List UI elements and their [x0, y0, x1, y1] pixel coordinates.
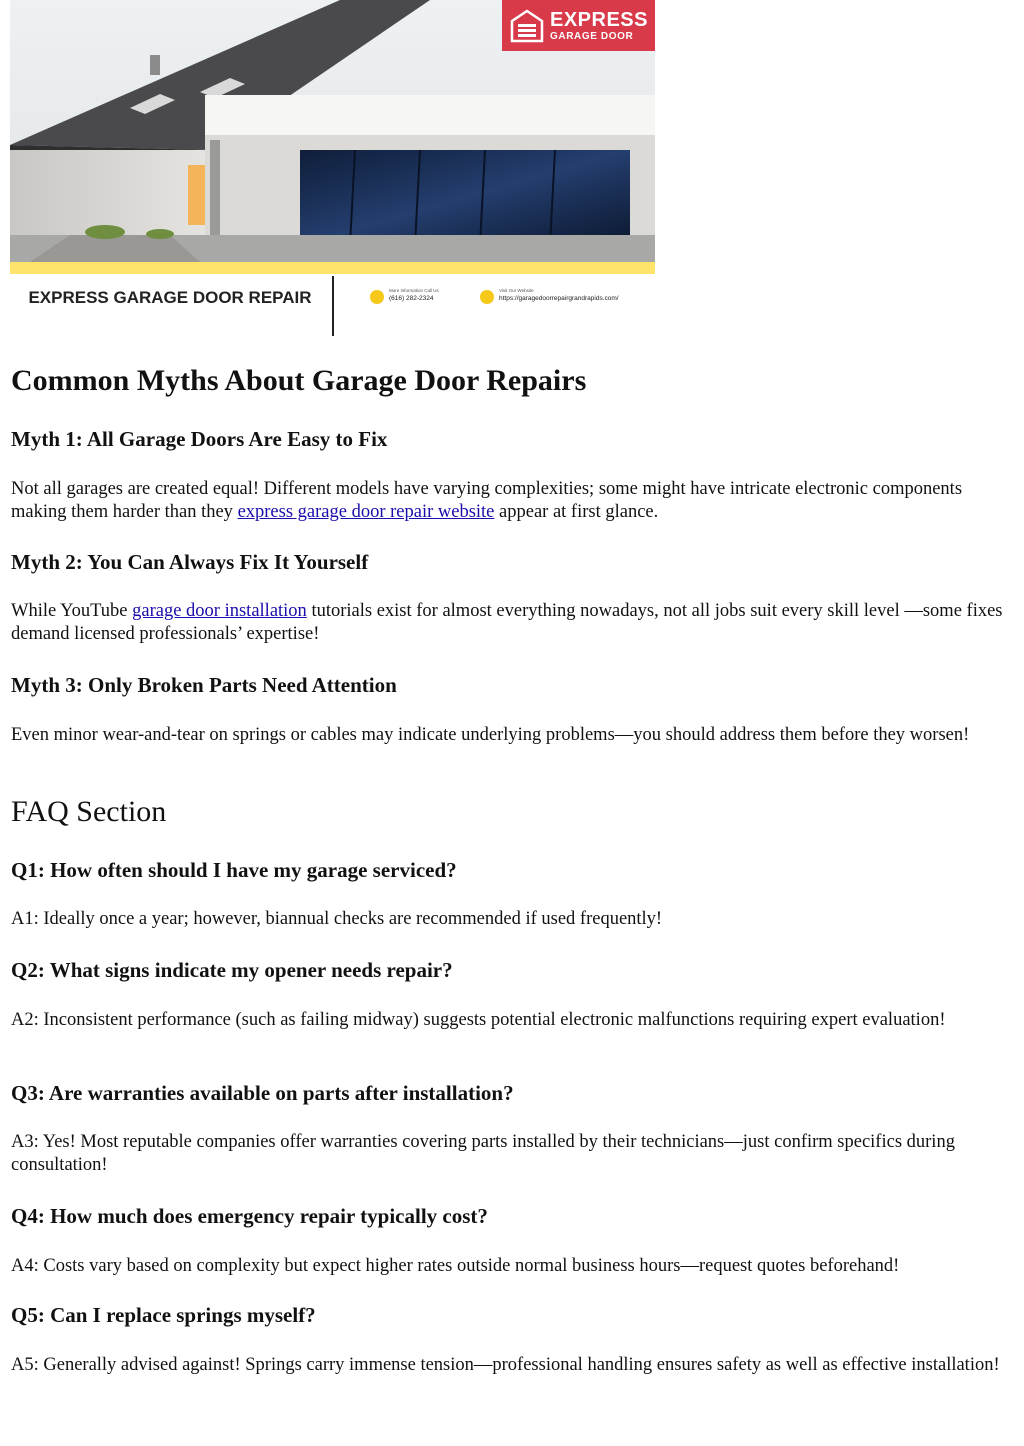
hero-banner [10, 0, 655, 340]
phone-icon [370, 290, 384, 304]
accent-bar [10, 262, 655, 274]
garage-house-icon [510, 9, 544, 43]
phone-info [370, 288, 439, 304]
phone-label: More Information Call Us [389, 288, 439, 293]
page-title: Common Myths About Garage Door Repairs [11, 364, 587, 397]
faq-question: Q4: How much does emergency repair typically cost? [11, 1204, 488, 1228]
installation-link[interactable]: garage door installation [132, 601, 307, 621]
faq-answer: A3: Yes! Most reputable companies offer warranties covering parts installed by their technicians—just confirm specifics during consultation! [11, 1132, 955, 1175]
express-repair-link[interactable]: express garage door repair website [237, 502, 495, 522]
myth3-heading: Myth 3: Only Broken Parts Need Attention [11, 673, 397, 697]
brand-logo[interactable] [502, 0, 655, 51]
banner-footer [10, 274, 655, 340]
myth2-heading: Myth 2: You Can Always Fix It Yourself [11, 550, 369, 574]
myth1-paragraph: Not all garages are created equal! Different models have varying complexities; some might have intricate electronic components making them harder than they express garage door repair website appear at first glance. [11, 479, 963, 522]
brand-name: EXPRESS GARAGE DOOR REPAIR [28, 288, 312, 307]
logo-title: EXPRESS [550, 8, 648, 31]
phone-number: (616) 282-2324 [389, 295, 434, 302]
faq-question: Q2: What signs indicate my opener needs repair? [11, 958, 453, 982]
divider [332, 276, 334, 336]
faq-title: FAQ Section [11, 795, 167, 828]
myth2-paragraph: While YouTube garage door installation tutorials exist for almost everything nowadays, not all jobs suit every skill level —some fixes demand licensed professionals’ expertise! [11, 601, 1003, 644]
faq-answer: A1: Ideally once a year; however, biannual checks are recommended if used frequently! [11, 909, 663, 929]
faq-question: Q1: How often should I have my garage serviced? [11, 858, 457, 882]
myth3-paragraph: Even minor wear-and-tear on springs or cables may indicate underlying problems—you should address them before they worsen! [11, 725, 970, 745]
faq-answer: A4: Costs vary based on complexity but expect higher rates outside normal business hours—request quotes beforehand! [11, 1256, 900, 1276]
faq-question: Q3: Are warranties available on parts after installation? [11, 1081, 514, 1105]
website-label: Visit Our Website [499, 288, 534, 293]
website-info [480, 288, 619, 304]
website-url: https://garagedoorrepairgrandrapids.com/ [499, 295, 619, 302]
faq-answer: A2: Inconsistent performance (such as failing midway) suggests potential electronic malfunctions requiring expert evaluation! [11, 1010, 946, 1030]
logo-subtitle: GARAGE DOOR [550, 30, 634, 42]
faq-answer: A5: Generally advised against! Springs carry immense tension—professional handling ensures safety as well as effective installation! [11, 1355, 1000, 1375]
myth1-heading: Myth 1: All Garage Doors Are Easy to Fix [11, 427, 388, 451]
faq-question: Q5: Can I replace springs myself? [11, 1303, 316, 1327]
globe-icon [480, 290, 494, 304]
